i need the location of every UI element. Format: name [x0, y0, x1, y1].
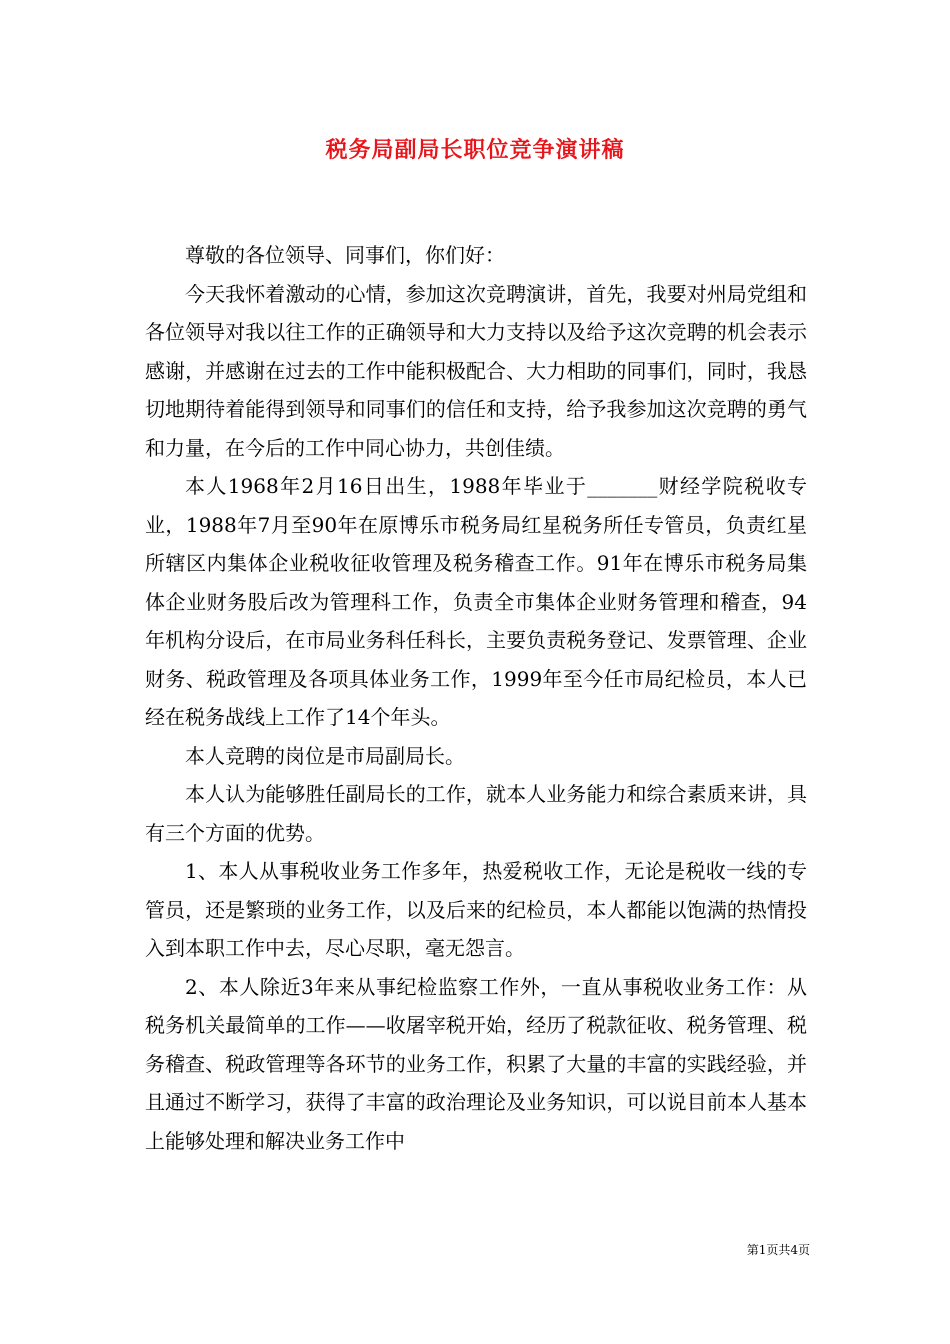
paragraph-greeting: 尊敬的各位领导、同事们，你们好： — [185, 243, 505, 267]
page-number: 第1页共4页 — [746, 1243, 810, 1257]
paragraph-position: 本人竞聘的岗位是市局副局长。 — [185, 743, 465, 768]
document-title: 税务局副局长职位竞争演讲稿 — [325, 137, 625, 163]
paragraph-advantages-intro: 本人认为能够胜任副局长的工作，就本人业务能力和综合素质来讲，具有三个方面的优势。 — [145, 782, 807, 845]
paragraph-advantage-2: 2、本人除近3年来从事纪检监察工作外，一直从事税收业务工作：从税务机关最简单的工作——收屠宰税开始，经历了税款征收、税务管理、税务稽查、税政管理等各环节的业务工作，积累了大量的丰富的实践经验，并且通过不断学习，获得了丰富的政治理论及业务知识，可以说目前本人基本上能够处理和解决业务工作中 — [145, 974, 807, 1153]
document-body — [145, 236, 807, 1160]
paragraph-advantage-1: 1、本人从事税收业务工作多年，热爱税收工作，无论是税收一线的专管员，还是繁琐的业务工作，以及后来的纪检员，本人都能以饱满的热情投入到本职工作中去，尽心尽职，毫无怨言。 — [145, 859, 807, 960]
paragraph-gratitude: 今天我怀着激动的心情，参加这次竞聘演讲，首先，我要对州局党组和各位领导对我以往工作的正确领导和大力支持以及给予这次竞聘的机会表示感谢，并感谢在过去的工作中能积极配合、大力相助的同事们，同时，我恳切地期待着能得到领导和同事们的信任和支持，给予我参加这次竞聘的勇气和力量，在今后的工作中同心协力，共创佳绩。 — [145, 281, 807, 460]
paragraph-biography: 本人1968年2月16日出生，1988年毕业于_______财经学院税收专业，1988年7月至90年在原博乐市税务局红星税务所任专管员，负责红星所辖区内集体企业税收征收管理及税务稽查工作。91年在博乐市税务局集体企业财务股后改为管理科工作，负责全市集体企业财务管理和稽查，94年机构分设后，在市局业务科任科长，主要负责税务登记、发票管理、企业财务、税政管理及各项具体业务工作，1999年至今任市局纪检员，本人已经在税务战线上工作了14个年头。 — [145, 474, 807, 729]
